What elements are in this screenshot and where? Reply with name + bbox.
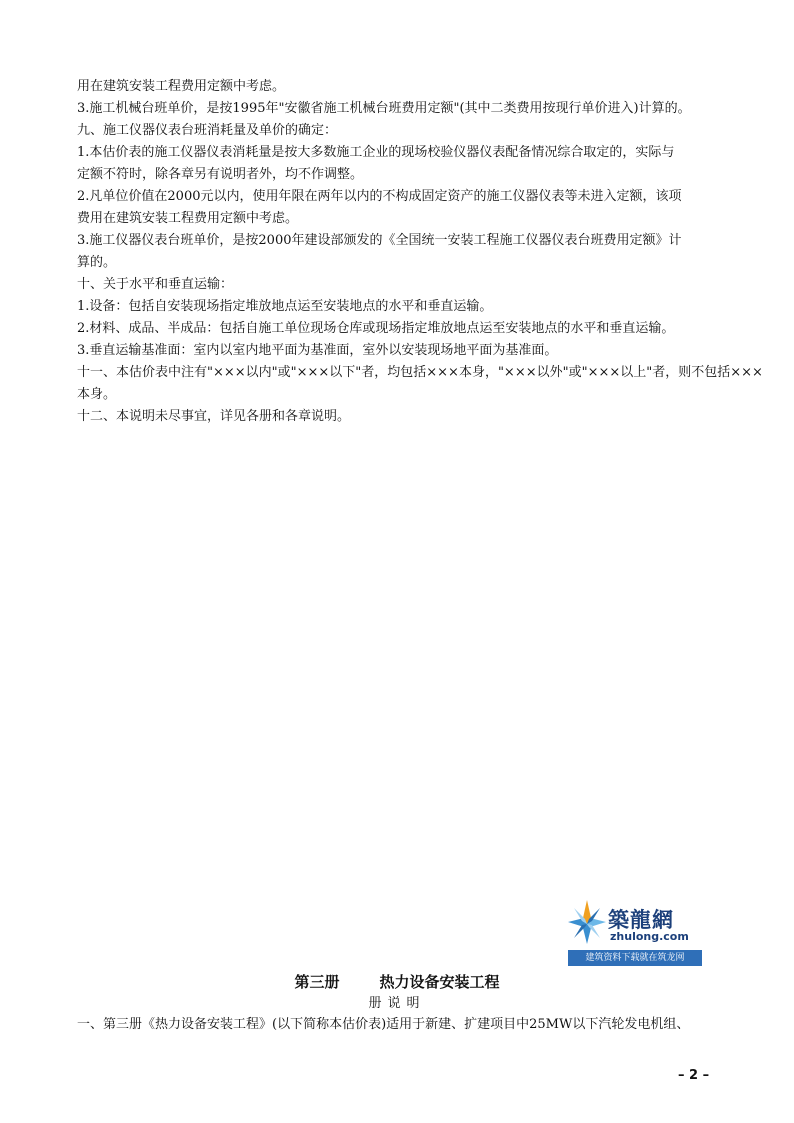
volume-title <box>0 970 794 994</box>
text-line: 定额不符时，除各章另有说明者外，均不作调整。 <box>77 167 364 182</box>
text-line: 2.材料、成品、半成品：包括自施工单位现场仓库或现场指定堆放地点运至安装地点的水平和垂直运输。 <box>77 321 675 336</box>
logo-slogan: 建筑资料下载就在筑龙网 <box>568 950 702 966</box>
text-line: 十一、本估价表中注有"×××以内"或"×××以下"者，均包括×××本身，"×××以外"或"×××以上"者，则不包括××× <box>77 365 763 380</box>
compass-star-icon <box>566 898 608 948</box>
volume-name: 热力设备安装工程 <box>379 973 500 991</box>
text-line: 1.设备：包括自安装现场指定堆放地点运至安装地点的水平和垂直运输。 <box>77 299 493 314</box>
text-line: 费用在建筑安装工程费用定额中考虑。 <box>77 211 299 226</box>
page-number: – 2 – <box>678 1068 710 1083</box>
text-line: 本身。 <box>77 387 117 402</box>
text-line: 1.本估价表的施工仪器仪表消耗量是按大多数施工企业的现场校验仪器仪表配备情况综合取定的，实际与 <box>77 145 675 160</box>
volume-subtitle: 册说明 <box>368 996 426 1011</box>
text-line: 算的。 <box>77 255 117 270</box>
text-line: 3.施工机械台班单价，是按1995年"安徽省施工机械台班费用定额"(其中二类费用按现行单价进入)计算的。 <box>77 101 691 116</box>
text-line: 一、第三册《热力设备安装工程》(以下简称本估价表)适用于新建、扩建项目中25MW以下汽轮发电机组、 <box>77 1017 690 1032</box>
logo-name: 築龍網 <box>608 907 674 932</box>
text-line: 3.垂直运输基准面：室内以室内地平面为基准面，室外以安装现场地平面为基准面。 <box>77 343 558 358</box>
text-line: 3.施工仪器仪表台班单价，是按2000年建设部颁发的《全国统一安装工程施工仪器仪表台班费用定额》计 <box>77 233 682 248</box>
logo-domain: zhulong.com <box>610 930 689 943</box>
text-line: 2.凡单位价值在2000元以内，使用年限在两年以内的不构成固定资产的施工仪器仪表等未进入定额，该项 <box>77 189 682 204</box>
section-heading: 十二、本说明未尽事宜，详见各册和各章说明。 <box>77 409 351 424</box>
text-line: 用在建筑安装工程费用定额中考虑。 <box>77 79 286 94</box>
section-heading: 九、施工仪器仪表台班消耗量及单价的确定： <box>77 123 338 138</box>
section-heading: 十、关于水平和垂直运输： <box>77 277 234 292</box>
zhulong-logo <box>566 898 704 970</box>
volume-label: 第三册 <box>294 973 340 991</box>
